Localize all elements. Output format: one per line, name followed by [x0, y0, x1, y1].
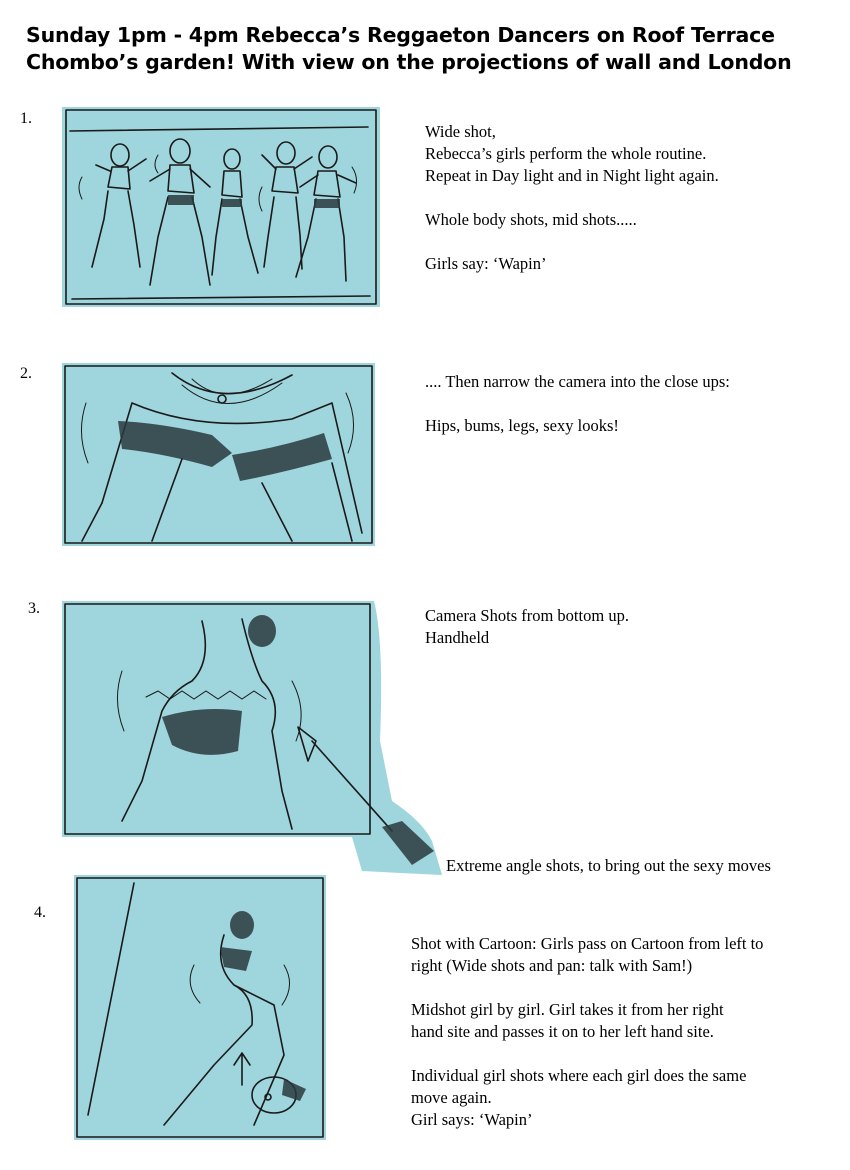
panel-3-line: Camera Shots from bottom up. [425, 606, 629, 625]
storyboard-panel-3-sketch [62, 601, 442, 875]
panel-1-line: Wide shot, [425, 122, 496, 141]
panel-4-number: 4. [34, 904, 46, 921]
title-line-2: Chombo’s garden! With view on the projections of wall and London [26, 50, 792, 74]
panel-3-caption: Extreme angle shots, to bring out the sexy moves [446, 856, 771, 875]
panel-4-line: hand site and passes it on to her left hand site. [411, 1022, 714, 1041]
storyboard-panel-1-sketch [62, 107, 380, 307]
panel-4-line: right (Wide shots and pan: talk with Sam!) [411, 956, 693, 975]
panel-3-notes [425, 605, 825, 649]
panel-1-notes [425, 121, 825, 275]
panel-1-number: 1. [20, 110, 32, 127]
panel-4-line: Girl says: ‘Wapin’ [411, 1110, 533, 1129]
panel-1-line: Repeat in Day light and in Night light again. [425, 166, 719, 185]
panel-4-notes [411, 933, 841, 1131]
panel-3-number: 3. [28, 600, 40, 617]
panel-1-line: Girls say: ‘Wapin’ [425, 254, 547, 273]
title-line-1: Sunday 1pm - 4pm Rebecca’s Reggaeton Dancers on Roof Terrace [26, 23, 775, 47]
panel-4-line: move again. [411, 1088, 492, 1107]
panel-2-line: Hips, bums, legs, sexy looks! [425, 416, 619, 435]
panel-4-line: Midshot girl by girl. Girl takes it from her right [411, 1000, 724, 1019]
panel-4-line: Individual girl shots where each girl does the same [411, 1066, 747, 1085]
panel-4-line: Shot with Cartoon: Girls pass on Cartoon from left to [411, 934, 764, 953]
panel-2-line: .... Then narrow the camera into the close ups: [425, 372, 730, 391]
page-title [26, 22, 791, 76]
storyboard-panel-2-sketch [62, 363, 375, 546]
storyboard-panel-4-sketch [74, 875, 326, 1140]
panel-1-line: Whole body shots, mid shots..... [425, 210, 637, 229]
panel-3-line: Handheld [425, 628, 490, 647]
panel-2-notes [425, 371, 825, 437]
panel-1-line: Rebecca’s girls perform the whole routine. [425, 144, 707, 163]
panel-2-number: 2. [20, 365, 32, 382]
